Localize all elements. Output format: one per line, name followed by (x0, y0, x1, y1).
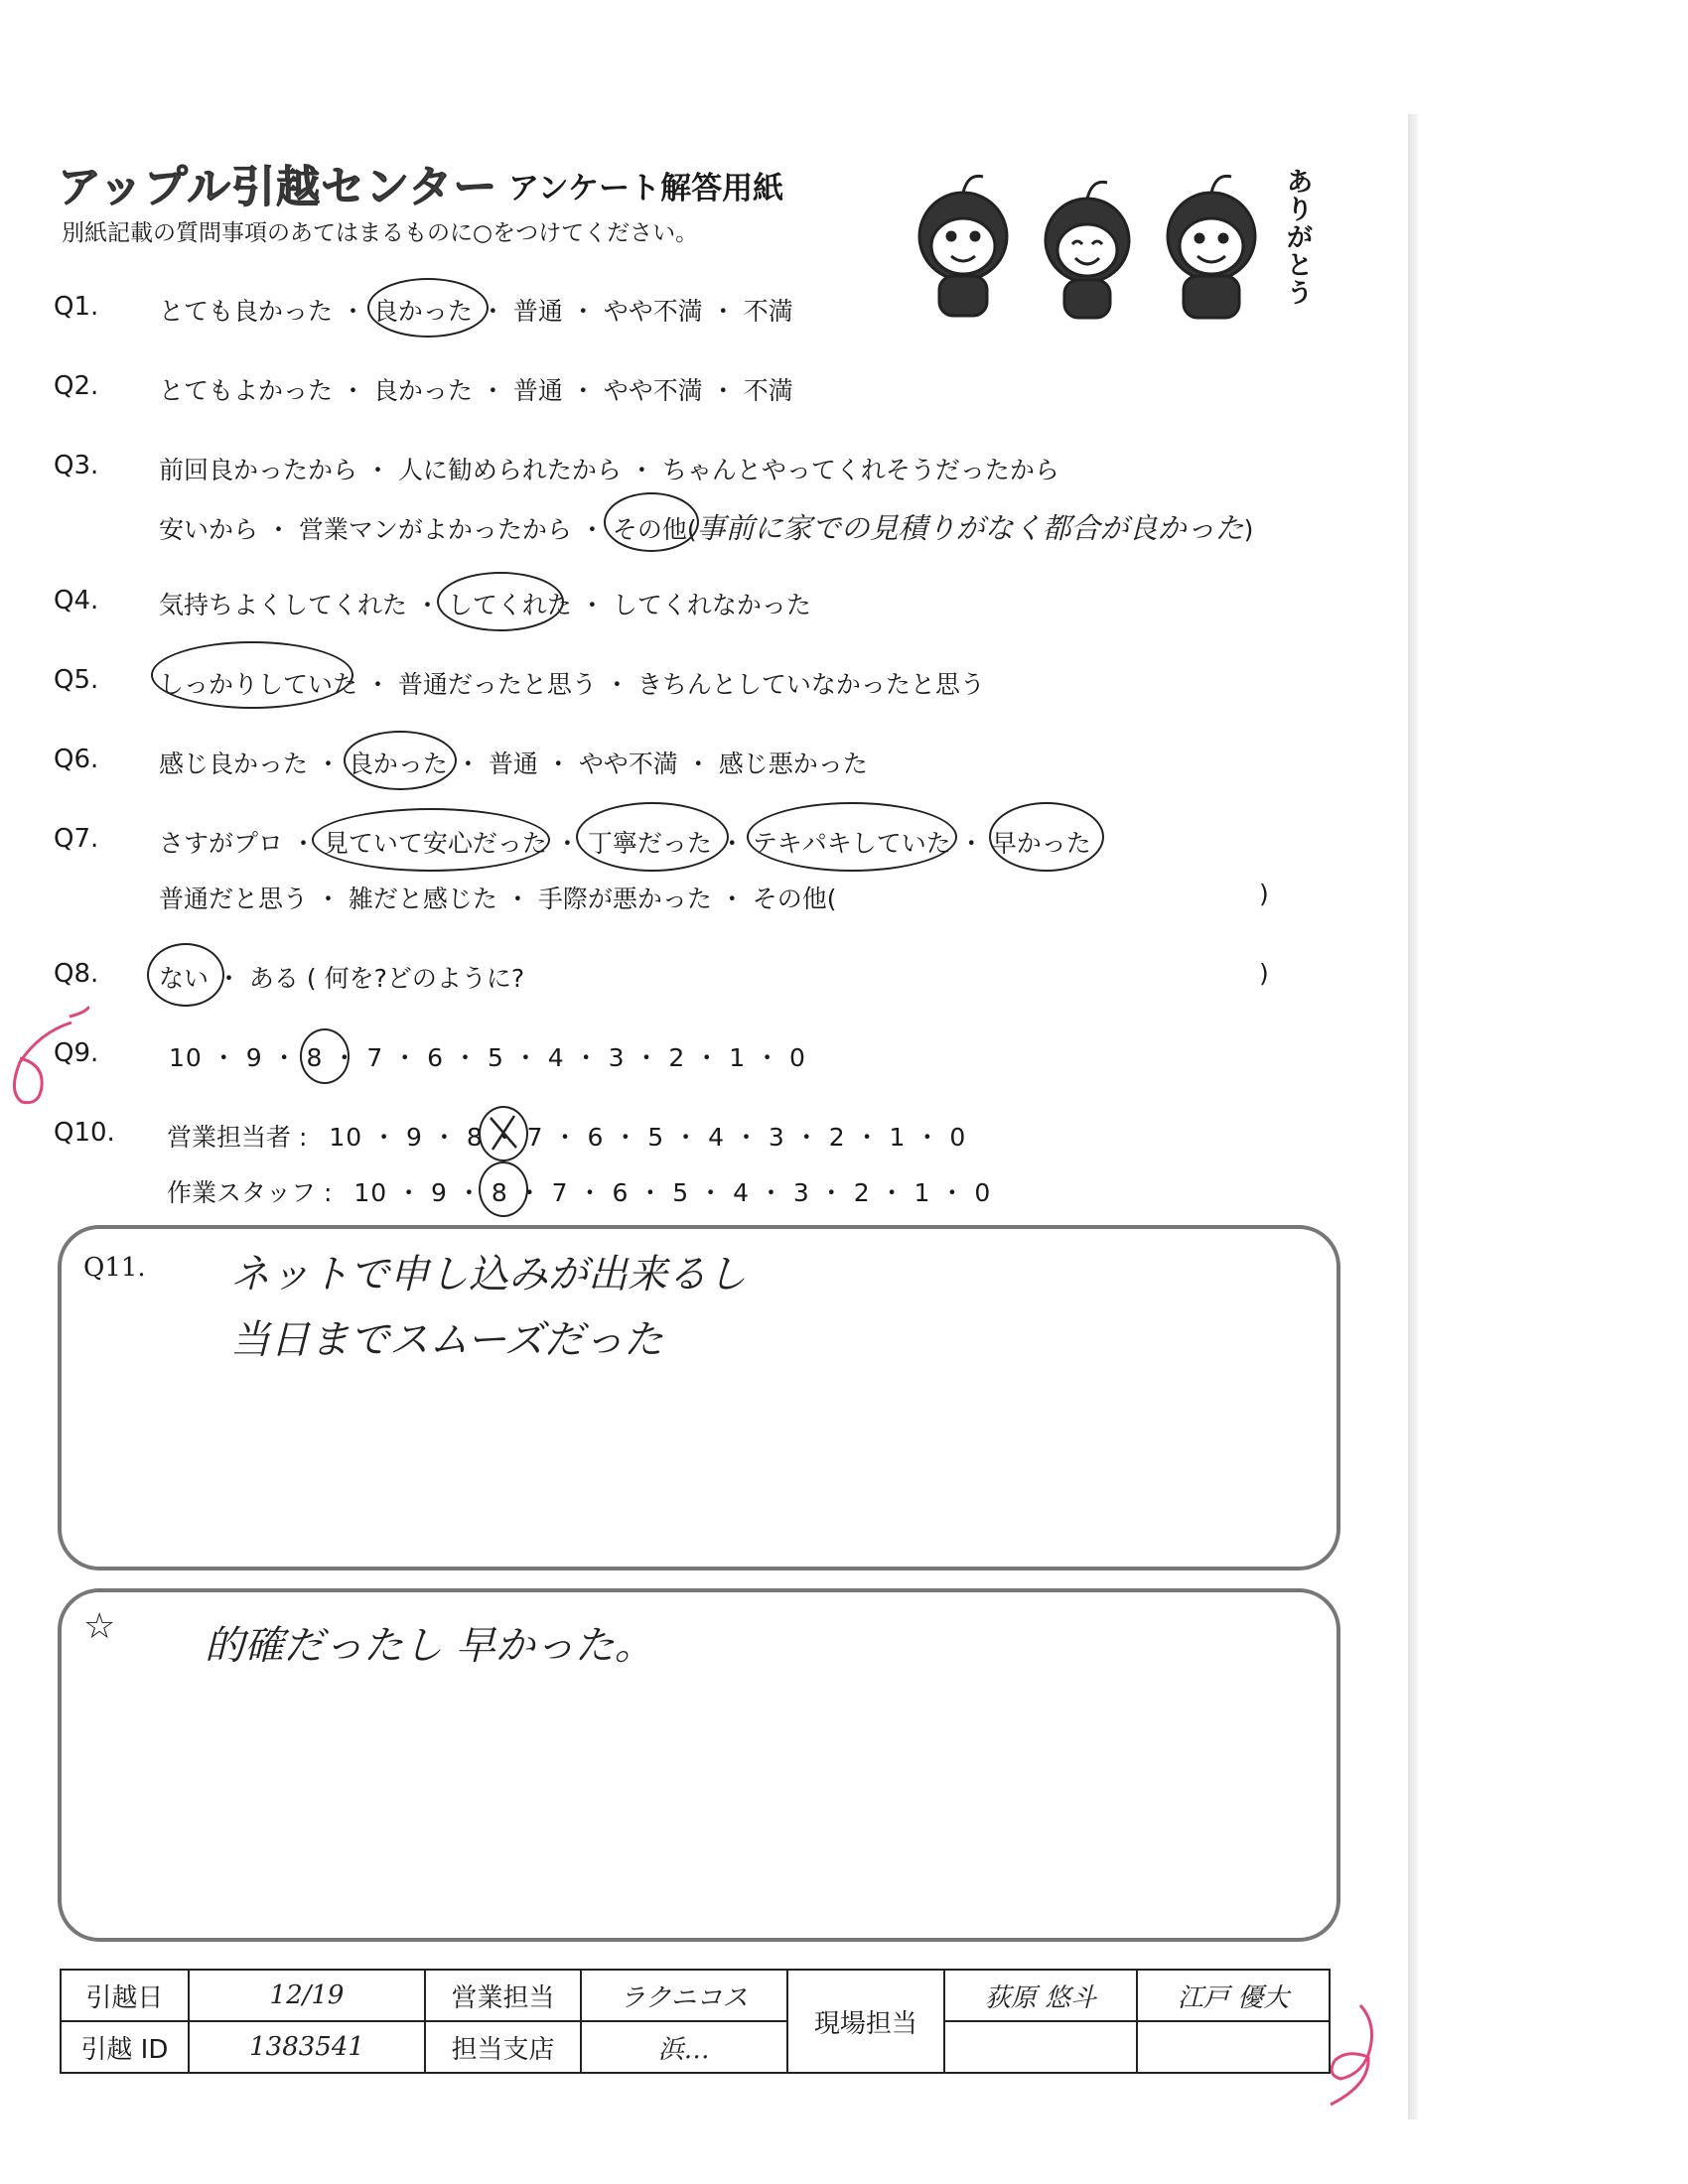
q9-6[interactable]: 6 (427, 1043, 445, 1072)
page-edge-shadow (1408, 114, 1418, 2119)
q4-opt2[interactable]: してくれた (447, 591, 572, 619)
q1-options: とても良かった ・ 良かった ・ 普通 ・ やや不満 ・ 不満 (159, 297, 793, 326)
q1-opt2[interactable]: 良かった (372, 297, 473, 326)
branch-label: 担当支店 (425, 2021, 580, 2073)
move-id-label: 引越 ID (61, 2021, 189, 2073)
q10-staff-2[interactable]: 2 (853, 1178, 871, 1207)
move-date-value[interactable]: 12/19 (189, 1970, 425, 2021)
q7-options-line1: さすがプロ ・ 見ていて安心だった ・ 丁寧だった ・ テキパキしていた ・ 早かった (159, 829, 1091, 858)
q10-sales-1[interactable]: 1 (889, 1123, 907, 1152)
q2-label: Q2. (54, 371, 99, 401)
q7-options-line2: 普通だと思う ・ 雑だと感じた ・ 手際が悪かった ・ その他( (159, 885, 837, 913)
q9-7[interactable]: 7 (366, 1043, 384, 1072)
q11-label: Q11. (83, 1253, 146, 1283)
q10-sales-9[interactable]: 9 (406, 1123, 423, 1152)
q9-9[interactable]: 9 (245, 1043, 263, 1072)
q4-answer-circle (437, 572, 564, 631)
q4-label: Q4. (54, 586, 99, 615)
q10-staff-10[interactable]: 10 (353, 1178, 388, 1207)
q9-4[interactable]: 4 (547, 1043, 565, 1072)
q3-options-line2: 安いから ・ 営業マンがよかったから ・ その他(事前に家での見積りがなく都合が良かった) (159, 511, 1254, 545)
q3-opt5[interactable]: 営業マンがよかったから (298, 515, 572, 544)
q10-staff-9[interactable]: 9 (431, 1178, 448, 1207)
q1-opt3[interactable]: 普通 (512, 297, 563, 326)
q10-sales-6[interactable]: 6 (587, 1123, 605, 1152)
q9-2[interactable]: 2 (668, 1043, 686, 1072)
q7-opt7[interactable]: 雑だと感じた (348, 885, 497, 913)
monkey-1-icon (919, 176, 1007, 316)
q10-sales-7[interactable]: 7 (526, 1123, 544, 1152)
q2-opt1[interactable]: とてもよかった (159, 376, 334, 405)
q8-answer-circle (147, 943, 224, 1007)
q10-sales-0[interactable]: 0 (949, 1123, 967, 1152)
q5-opt2[interactable]: 普通だったと思う (397, 670, 597, 699)
red-check-mark-footer (1321, 1995, 1400, 2115)
q7-opt5[interactable]: 早かった (991, 829, 1091, 858)
q5-answer-circle (151, 641, 353, 709)
q8-label: Q8. (54, 959, 99, 989)
q7-opt4[interactable]: テキパキしていた (752, 829, 951, 858)
footer-info-table (60, 1969, 1331, 2074)
q1-label: Q1. (54, 292, 99, 322)
q10-staff-row: 作業スタッフ : 10 ・ 9 ・ 8 ・ 7 ・ 6 ・ 5 ・ 4 ・ 3 ・ 2 ・ 1 ・ 0 (167, 1178, 992, 1207)
branch-value[interactable]: 浜… (581, 2021, 787, 2073)
instruction-text: 別紙記載の質問事項のあてはまるものに○をつけてください。 (62, 220, 699, 246)
q7-opt3[interactable]: 丁寧だった (587, 829, 712, 858)
field-staff-empty-1[interactable] (944, 2021, 1137, 2073)
q3-answer-circle (604, 492, 699, 552)
sales-rep-value[interactable]: ラクニコス (581, 1970, 787, 2021)
q11-answer-line1: ネットで申し込みが出来るし (230, 1252, 747, 1297)
q10-sales-3[interactable]: 3 (768, 1123, 785, 1152)
sales-rep-label: 営業担当 (425, 1970, 580, 2021)
q10-staff-0[interactable]: 0 (974, 1178, 992, 1207)
q3-opt3[interactable]: ちゃんとやってくれそうだったから (661, 456, 1059, 484)
q7-close-paren: ) (1259, 880, 1269, 908)
q2-opt2[interactable]: 良かった (372, 376, 473, 405)
q3-opt2[interactable]: 人に勧められたから (397, 456, 622, 484)
q2-opt4[interactable]: やや不満 (603, 376, 703, 405)
q6-opt4[interactable]: やや不満 (578, 750, 678, 778)
q8-opt1[interactable]: ない (159, 964, 210, 993)
q10-label: Q10. (54, 1118, 115, 1148)
q7-opt6[interactable]: 普通だと思う (159, 885, 309, 913)
q5-label: Q5. (54, 665, 99, 695)
company-name: アップル引越センター (58, 162, 498, 212)
q1-opt4[interactable]: やや不満 (603, 297, 703, 326)
q9-8[interactable]: 8 (306, 1043, 324, 1072)
monkey-3-icon (1168, 176, 1255, 318)
q7-answer-circle-3 (747, 802, 957, 872)
q6-options: 感じ良かった ・ 良かった ・ 普通 ・ やや不満 ・ 感じ悪かった (159, 750, 868, 778)
q10-staff-7[interactable]: 7 (551, 1178, 569, 1207)
q9-5[interactable]: 5 (487, 1043, 504, 1072)
q7-opt8[interactable]: 手際が悪かった (537, 885, 712, 913)
q1-opt5[interactable]: 不満 (743, 297, 793, 326)
q7-label: Q7. (54, 824, 99, 854)
q4-opt1[interactable]: 気持ちよくしてくれた (159, 591, 408, 619)
q11-answer-line2: 当日までスムーズだった (230, 1317, 663, 1363)
q10-sales-4[interactable]: 4 (708, 1123, 726, 1152)
q2-opt5[interactable]: 不満 (743, 376, 793, 405)
q6-opt5[interactable]: 感じ悪かった (718, 750, 868, 778)
q10-sales-8[interactable]: 8 (466, 1123, 484, 1152)
q9-answer-circle (300, 1028, 350, 1084)
red-check-mark (0, 1003, 89, 1122)
q7-opt2[interactable]: 見ていて安心だった (323, 829, 547, 858)
q7-opt9[interactable]: その他( (752, 885, 837, 913)
q6-opt1[interactable]: 感じ良かった (159, 750, 309, 778)
q9-label: Q9. (54, 1038, 99, 1068)
field-staff-2[interactable]: 江戸 優大 (1137, 1970, 1330, 2021)
q7-opt1[interactable]: さすがプロ (159, 829, 284, 858)
q4-opt3[interactable]: してくれなかった (612, 591, 811, 619)
monkey-2-icon (1046, 182, 1129, 318)
q1-answer-circle (367, 278, 489, 338)
field-staff-empty-2[interactable] (1137, 2021, 1330, 2073)
q10-sales-2[interactable]: 2 (828, 1123, 846, 1152)
q3-handwritten-answer: 事前に家での見積りがなく都合が良かった (696, 511, 1244, 545)
q6-opt2[interactable]: 良かった (348, 750, 448, 778)
q10-sales-10[interactable]: 10 (329, 1123, 363, 1152)
monkey-mascots-illustration (874, 159, 1291, 328)
q9-scale: 10 ・ 9 ・ 8 ・ 7 ・ 6 ・ 5 ・ 4 ・ 3 ・ 2 ・ 1 ・ 0 (169, 1043, 806, 1072)
q6-answer-circle (344, 731, 457, 790)
q2-options: とてもよかった ・ 良かった ・ 普通 ・ やや不満 ・ 不満 (159, 376, 793, 405)
q9-10[interactable]: 10 (169, 1043, 203, 1072)
q2-opt3[interactable]: 普通 (512, 376, 563, 405)
q10-staff-4[interactable]: 4 (733, 1178, 751, 1207)
move-date-label: 引越日 (61, 1970, 189, 2021)
q9-1[interactable]: 1 (729, 1043, 747, 1072)
q10-strike-mark (485, 1110, 522, 1154)
field-staff-label: 現場担当 (787, 1970, 944, 2073)
q9-3[interactable]: 3 (608, 1043, 626, 1072)
q6-opt3[interactable]: 普通 (488, 750, 538, 778)
q10-sales-label: 営業担当者 : (167, 1123, 308, 1152)
q3-label: Q3. (54, 451, 99, 480)
q10-sales-5[interactable]: 5 (647, 1123, 665, 1152)
q9-0[interactable]: 0 (789, 1043, 806, 1072)
q5-opt3[interactable]: きちんとしていなかったと思う (636, 670, 985, 699)
q3-opt6[interactable]: その他 (612, 515, 687, 544)
q3-options-line1: 前回良かったから ・ 人に勧められたから ・ ちゃんとやってくれそうだったから (159, 456, 1059, 484)
q3-opt4[interactable]: 安いから (159, 515, 259, 544)
q6-label: Q6. (54, 745, 99, 774)
field-staff-1[interactable]: 荻原 悠斗 (944, 1970, 1137, 2021)
q10-sales-row: 営業担当者 : 10 ・ 9 ・ 8 ・ 7 ・ 6 ・ 5 ・ 4 ・ 3 ・ 2 ・ 1 ・ 0 (167, 1123, 967, 1152)
star-icon: ☆ (83, 1606, 116, 1647)
q4-options: 気持ちよくしてくれた ・ してくれた ・ してくれなかった (159, 591, 811, 619)
q8-options: ない ・ ある ( 何を?どのように? (159, 964, 525, 993)
q10-staff-1[interactable]: 1 (914, 1178, 931, 1207)
q1-opt1[interactable]: とても良かった (159, 297, 334, 326)
move-id-value[interactable]: 1383541 (189, 2021, 425, 2073)
q8-opt2[interactable]: ある ( 何を?どのように? (248, 964, 525, 993)
q5-options: しっかりしていた ・ 普通だったと思う ・ きちんとしていなかったと思う (159, 670, 985, 699)
comment-text: 的確だったし 早かった。 (205, 1623, 654, 1669)
q3-opt1[interactable]: 前回良かったから (159, 456, 358, 484)
q8-close-paren: ) (1259, 959, 1269, 988)
q10-staff-6[interactable]: 6 (612, 1178, 630, 1207)
q5-opt1[interactable]: しっかりしていた (159, 670, 358, 699)
sheet-title: アンケート解答用紙 (508, 171, 784, 206)
q10-staff-answer-circle (479, 1161, 528, 1217)
mascot-thanks-text: ありがとう (1287, 168, 1314, 309)
q10-staff-8[interactable]: 8 (491, 1178, 508, 1207)
q10-staff-3[interactable]: 3 (792, 1178, 810, 1207)
q10-staff-5[interactable]: 5 (672, 1178, 690, 1207)
q7-answer-circle-1 (312, 808, 550, 872)
q10-staff-label: 作業スタッフ : (167, 1178, 333, 1207)
q7-answer-circle-4 (989, 802, 1104, 872)
q7-answer-circle-2 (576, 802, 729, 872)
